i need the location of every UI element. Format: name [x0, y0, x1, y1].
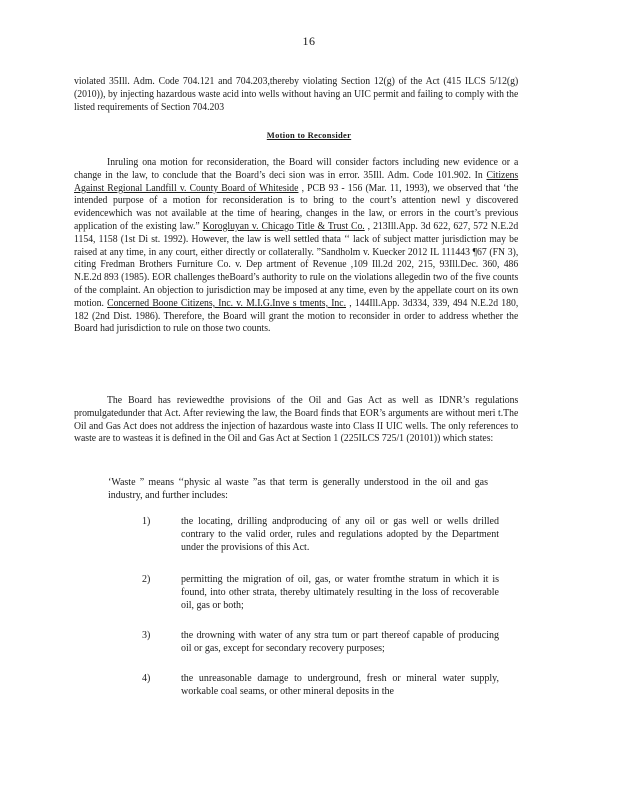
- paragraph-oil-gas-act-review: The Board has reviewedthe provisions of the Oil and Gas Act as well as IDNR’s regulations promulgatedunder that Act. After reviewing the law, the Board finds that EOR’s arguments are without meri t.The Oil and Gas Act does not address the injection of hazardous waste into Class II UIC wells. The only references to waste are to wasteas it is defined in the Oil and Gas Act at Section 1 (225ILCS 725/1 (20101)) which states:: [74, 395, 519, 445]
- list-item-text: the drowning with water of any stra tum or part thereof capable of producing oil or gas, except for secondary recovery purposes;: [181, 630, 499, 654]
- list-item-number: 2): [142, 574, 151, 585]
- text-segment: , 144Ill.App. 3d334, 339, 494 N.E.2d 180, 182 (2nd Dist. 1986). Therefore, the Board will grant the motion to reconsider in order to address whether the Board had jurisdiction to rule on those two counts.: [74, 297, 519, 335]
- list-item-number: 4): [142, 673, 151, 684]
- case-citation: Korogluyan v. Chicago Title & Trust Co.: [202, 220, 365, 232]
- list-item-text: permitting the migration of oil, gas, or water fromthe stratum in which it is found, into other strata, thereby ultimately resulting in the loss of recoverable oil, gas or both;: [181, 574, 499, 611]
- heading-text: Motion to Reconsider: [266, 130, 352, 140]
- paragraph-violation-summary: violated 35Ill. Adm. Code 704.121 and 704.203,thereby violating Section 12(g) of the Act (415 ILCS 5/12(g) (2010)), by injecting hazardous waste acid into wells without having an UIC permit and failing to comply with the listed requirements of Section 704.203: [74, 76, 519, 113]
- list-item-text: the locating, drilling andproducing of any oil or gas well or wells drilled contrary to the valid order, rules and regulations adopted by the Department under the provisions of this Act.: [181, 516, 499, 553]
- text-segment: , 213Ill.App. 3d 622, 627, 572 N.E.2d 1154, 1158 (1st Di st. 1992). However, the law is well settled thata ‘‘ lack of subject matter jurisdiction may be raised at any time, in any court, either directly or collaterally. ”Sandholm v. Kuecker 2012 IL 111443 ¶67 (FN 3), citing Fredman Brothers Furniture Co. v. Dep artment of Revenue ,109 Ill.2d 202, 215, 93Ill.Dec. 360, 486 N.E.2d 893 (1985). EOR challenges theBoard’s authority to rule on the violations allegedin two of the five counts of the complaint. An objection to jurisdiction may be imposed at any time, even by the appellate court on its own motion.: [74, 220, 519, 309]
- text-segment: Inruling ona motion for reconsideration, the Board will consider factors including new evidence or a change in the law, to conclude that the Board’s deci sion was in error. 35Ill. Adm. Code 101.902. In: [74, 157, 519, 181]
- paragraph-reconsideration-standard: [74, 157, 518, 336]
- case-citation: Citizens Against Regional Landfill v. County Board of Whiteside: [74, 169, 519, 194]
- list-item-number: 3): [142, 630, 151, 641]
- waste-definition-quote: ‘Waste ” means ‘‘physic al waste ”as that term is generally understood in the oil and gas industry, and further includes:: [108, 477, 488, 501]
- page-number: 16: [302, 34, 316, 48]
- list-item-text: the unreasonable damage to underground, fresh or mineral water supply, workable coal seams, or other mineral deposits in the: [181, 673, 499, 697]
- section-heading: [0, 130, 618, 140]
- text-segment: , PCB 93 - 156 (Mar. 11, 1993), we observed that ‘the intended purpose of a motion for reconsideration is to bring to the court’s attention newl y discovered evidencewhich was not available at the time of hearing, changes in the law, or errors in the court’s previous application of the existing law.”: [74, 182, 519, 232]
- list-item-number: 1): [142, 516, 151, 527]
- case-citation: Concerned Boone Citizens, Inc. v. M.I.G.Inve s tments, Inc.: [107, 297, 347, 309]
